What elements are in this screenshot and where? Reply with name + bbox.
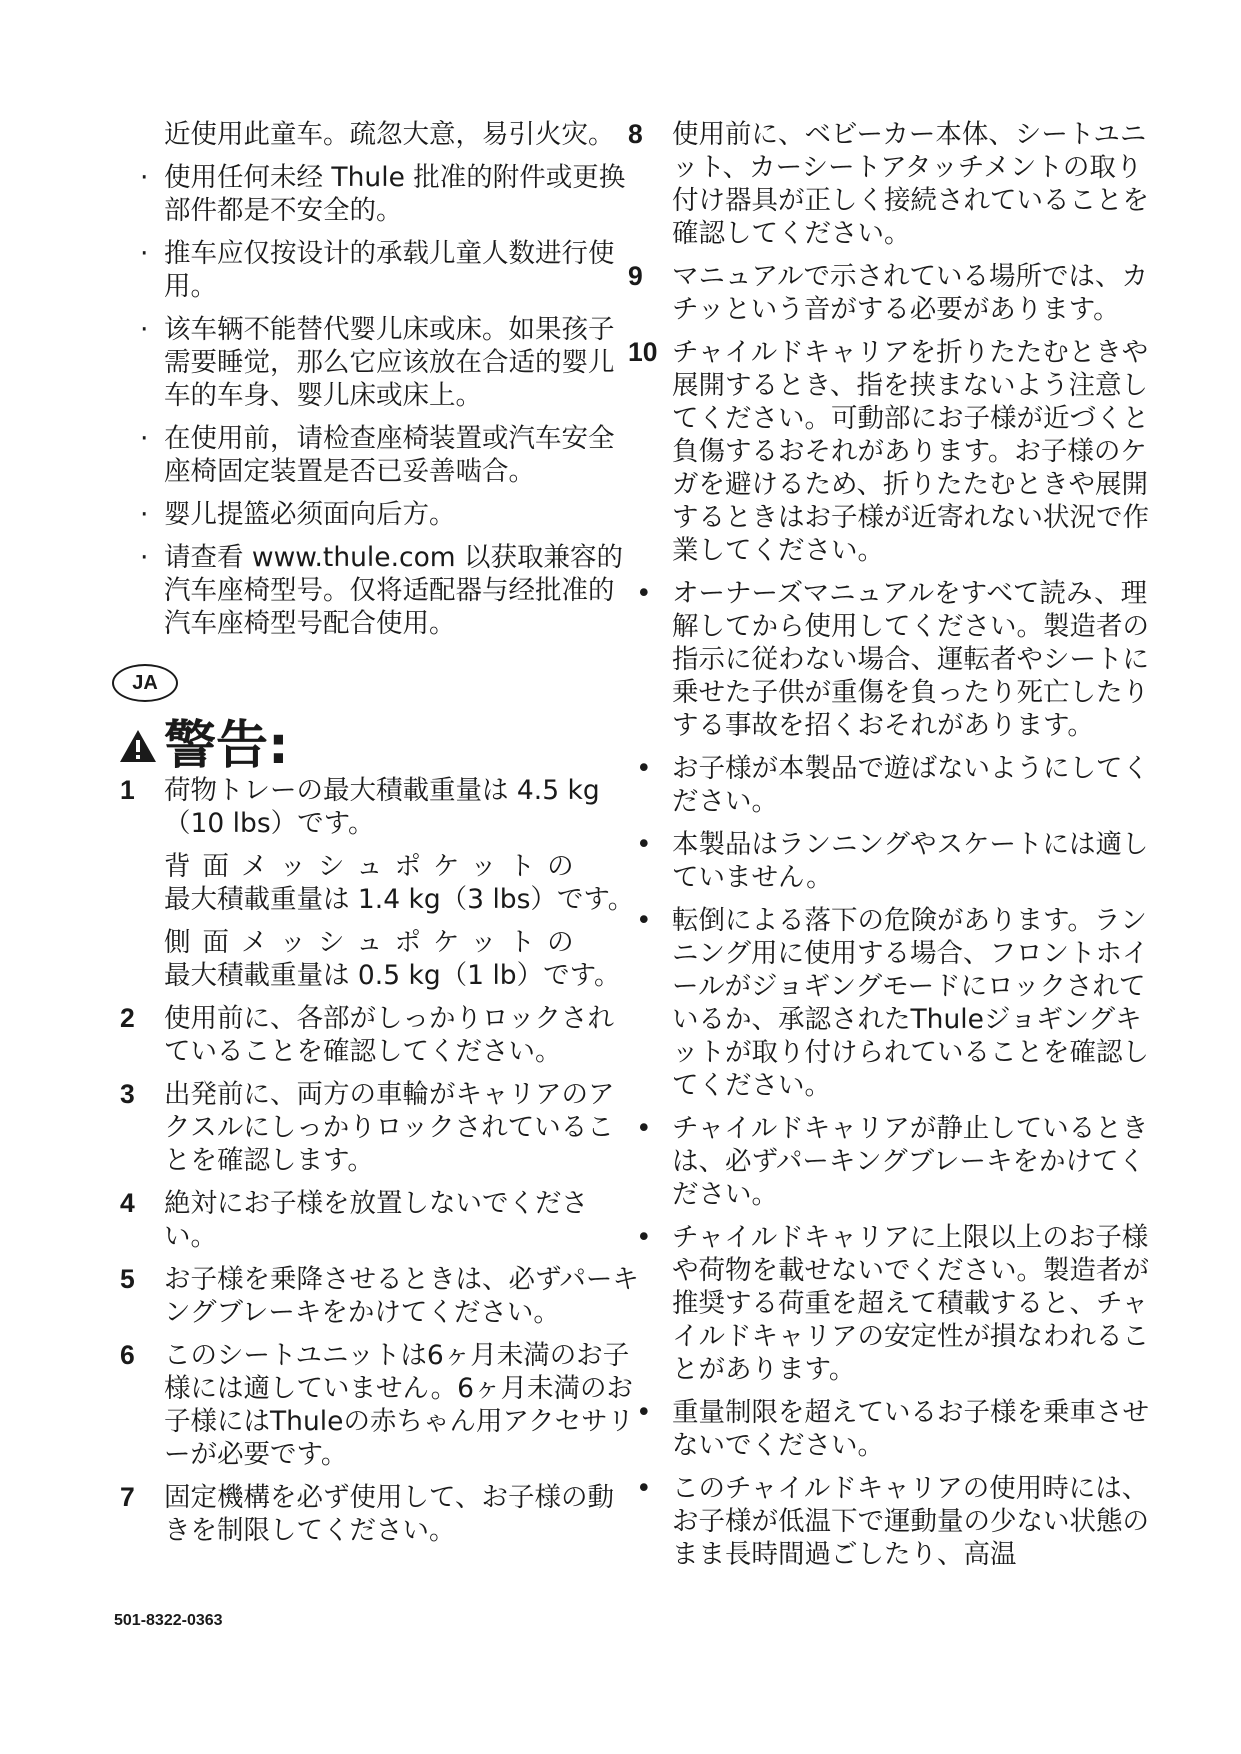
zh-bullet-text: 该车辆不能替代婴儿床或床。如果孩子需要睡觉，那么它应该放在合适的婴儿车的车身、婴儿床或床上。 [164,314,615,411]
item-text: 絶対にお子様を放置しないでください。 [164,1188,588,1252]
bullet-text: このチャイルドキャリアの使用時には、お子様が低温下で運動量の少ない状態のまま長時間過ごしたり、高温 [672,1473,1149,1570]
item-text: マニュアルで示されている場所では、カチッという音がする必要があります。 [672,261,1148,325]
item-text: このシートユニットは6ヶ月未満のお子様には適していません。6ヶ月未満のお子様にはThuleの赤ちゃん用アクセサリーが必要です。 [164,1340,635,1470]
ja-numbered-item [628,118,1158,250]
zh-bullet-text: 推车应仅按设计的承载儿童人数进行使用。 [164,238,615,302]
ja-bullet-item [628,904,1158,1102]
item-number: 1 [120,775,135,805]
ja-numbered-item [120,1078,640,1177]
sub-para-spaced-text: 背面メッシュポケットの [164,851,586,882]
zh-bullet-item [120,422,640,488]
item-text: お子様を乗降させるときは、必ずパーキングブレーキをかけてください。 [164,1264,639,1328]
bullet-mark: • [636,1113,652,1144]
bullet-mark: • [636,905,652,936]
ja-right-column [628,118,1158,1581]
sub-para-spaced-text: 側面メッシュポケットの [164,927,586,958]
bullet-mark: · [140,314,149,345]
bullet-mark: · [140,542,149,573]
bullet-mark: • [636,829,652,860]
ja-bullet-item [628,828,1158,894]
zh-bullet-text: 使用任何未经 Thule 批准的附件或更换部件都是不安全的。 [164,162,626,226]
ja-numbered-item [120,1002,640,1068]
item-number: 2 [120,1003,135,1033]
ja-numbered-item [120,1481,640,1547]
ja-numbered-item [120,1339,640,1471]
bullet-mark: • [636,578,652,609]
item-number: 9 [628,261,643,291]
item-number: 7 [120,1482,135,1512]
warning-title: 警告: [164,716,289,776]
item-text: 出発前に、両方の車輪がキャリアのアクスルにしっかりロックされていることを確認します。 [164,1079,615,1176]
bullet-mark: • [636,1473,652,1504]
ja-bullet-item [628,1221,1158,1386]
bullet-text: チャイルドキャリアが静止しているときは、必ずパーキングブレーキをかけてください。 [672,1113,1149,1210]
item-number: 4 [120,1188,135,1218]
zh-bullet-item [120,237,640,303]
zh-bullet-text: 在使用前，请检查座椅装置或汽车安全座椅固定装置是否已妥善啮合。 [164,423,615,487]
item-text: 荷物トレーの最大積載重量は 4.5 kg（10 lbs）です。 [164,775,600,839]
item-text: 使用前に、各部がしっかりロックされていることを確認してください。 [164,1003,614,1067]
ja-bullet-item [628,1396,1158,1462]
bullet-mark: · [140,238,149,269]
ja-bullet-item [628,1472,1158,1571]
language-badge: JA [112,664,178,702]
item-text: チャイルドキャリアを折りたたむときや展開するとき、指を挟まないよう注意してください。可動部にお子様が近づくと負傷するおそれがあります。お子様のケガを避けるため、折りたたむときや展開するときはお子様が近寄れない状況で作業してください。 [672,337,1149,566]
bullet-text: 転倒による落下の危険があります。ランニング用に使用する場合、フロントホイールがジョギングモードにロックされているか、承認されたThuleジョギングキットが取り付けられていることを確認してください。 [672,905,1149,1101]
bullet-mark: • [636,1222,652,1253]
item-text: 固定機構を必ず使用して、お子様の動きを制限してください。 [164,1482,614,1546]
item-number: 6 [120,1340,135,1370]
zh-continuation: 近使用此童车。疏忽大意，易引火灾。 [164,119,615,150]
ja-bullet-item [628,752,1158,818]
zh-bullet-item [120,161,640,227]
sub-para-text: 最大積載重量は 1.4 kg（3 lbs）です。 [164,884,635,915]
ja-sub-paragraph [120,850,640,916]
zh-bullet-text: 请查看 www.thule.com 以获取兼容的汽车座椅型号。仅将适配器与经批准的汽车座椅型号配合使用。 [164,542,624,639]
ja-numbered-item [120,1263,640,1329]
bullet-mark: · [140,162,149,193]
zh-bullet-item [120,498,640,531]
item-number: 5 [120,1264,135,1294]
warning-heading [118,716,289,776]
bullet-mark: • [636,1397,652,1428]
bullet-text: お子様が本製品で遊ばないようにしてください。 [672,753,1149,817]
item-number: 8 [628,119,643,149]
warning-triangle-icon [118,728,158,764]
zh-bullet-text: 婴儿提篮必须面向后方。 [164,499,456,530]
bullet-text: 重量制限を超えているお子様を乗車させないでください。 [672,1397,1149,1461]
ja-bullet-item [628,577,1158,742]
bullet-text: 本製品はランニングやスケートには適していません。 [672,829,1149,893]
ja-numbered-item [120,1187,640,1253]
bullet-mark: · [140,499,149,530]
ja-bullet-item [628,1112,1158,1211]
bullet-mark: · [140,423,149,454]
ja-numbered-item [120,774,640,840]
ja-numbered-item [628,336,1158,567]
zh-section [120,118,640,650]
item-number: 3 [120,1079,135,1109]
item-number: 10 [628,337,658,367]
bullet-text: オーナーズマニュアルをすべて読み、理解してから使用してください。製造者の指示に従わない場合、運転者やシートに乗せた子供が重傷を負ったり死亡したりする事故を招くおそれがあります。 [672,578,1149,741]
zh-bullet-item [120,541,640,640]
ja-numbered-list [120,774,640,1557]
zh-bullet-item [120,313,640,412]
bullet-mark: • [636,753,652,784]
sub-para-text: 最大積載重量は 0.5 kg（1 lb）です。 [164,960,621,991]
ja-sub-paragraph [120,926,640,992]
item-text: 使用前に、ベビーカー本体、シートユニット、カーシートアタッチメントの取り付け器具が正しく接続されていることを確認してください。 [672,119,1149,249]
document-code: 501-8322-0363 [114,1612,223,1629]
ja-numbered-item [628,260,1158,326]
bullet-text: チャイルドキャリアに上限以上のお子様や荷物を載せないでください。製造者が推奨する荷重を超えて積載すると、チャイルドキャリアの安定性が損なわれることがあります。 [672,1222,1149,1385]
